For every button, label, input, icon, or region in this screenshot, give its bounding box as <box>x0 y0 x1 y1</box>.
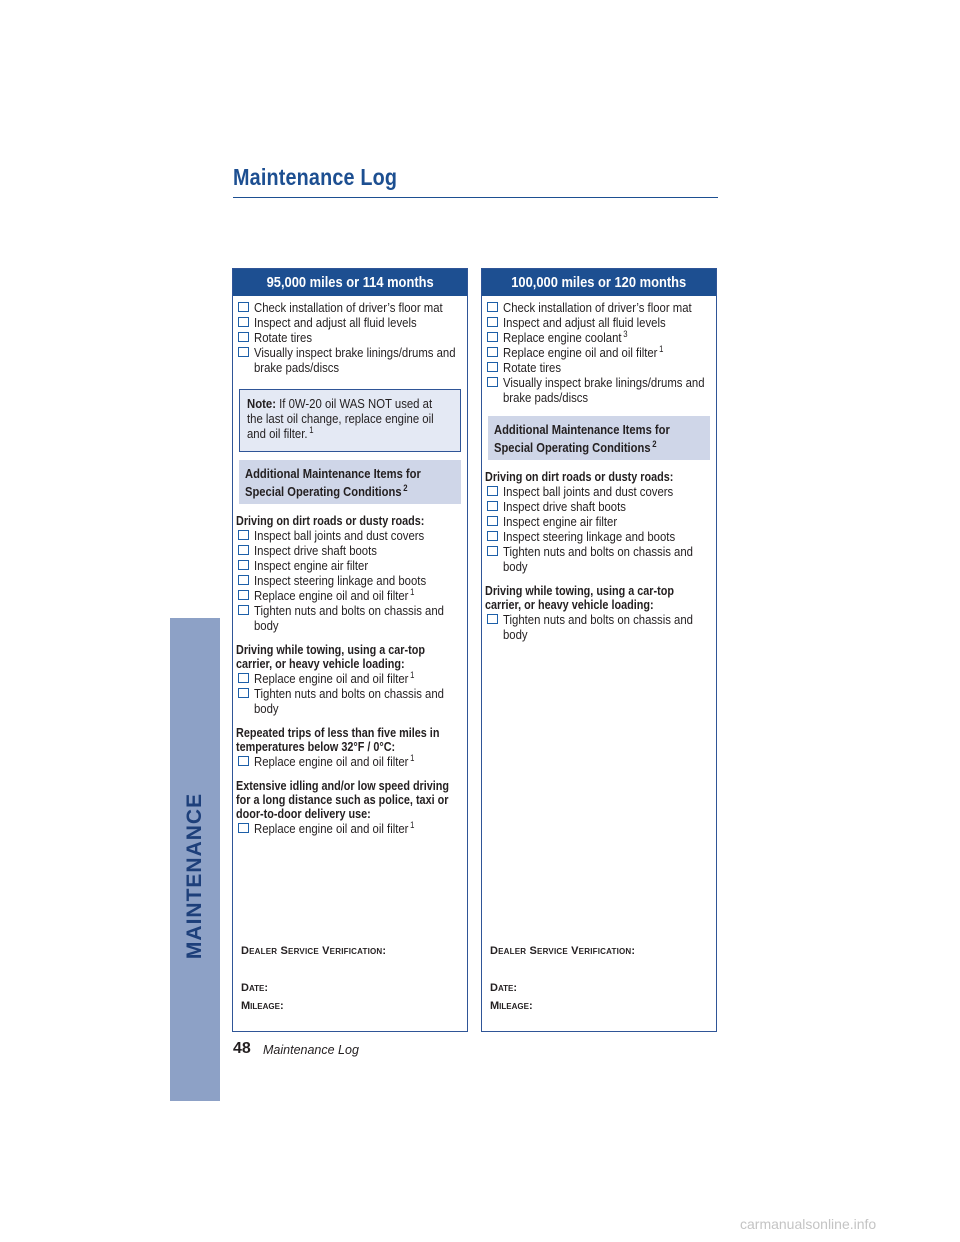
additional-items-heading: Additional Maintenance Items for Special Operating Conditions $^2$ <box>488 416 710 460</box>
list-item: Tighten nuts and bolts on chassis and body <box>236 686 467 716</box>
list-item: Inspect engine air filter <box>236 558 467 573</box>
checkbox[interactable] <box>487 546 498 556</box>
checkbox[interactable] <box>238 688 249 698</box>
mileage-label: Mileage: <box>241 1000 284 1012</box>
list-item: Inspect and adjust all fluid levels <box>236 315 467 330</box>
checkbox[interactable] <box>238 605 249 615</box>
checkbox[interactable] <box>238 560 249 570</box>
list-item: Inspect steering linkage and boots <box>236 573 467 588</box>
date-label: Date: <box>241 982 269 994</box>
condition-heading: Driving on dirt roads or dusty roads: <box>485 470 674 484</box>
condition-heading: Driving on dirt roads or dusty roads: <box>236 514 425 528</box>
checkbox[interactable] <box>487 516 498 526</box>
checkbox[interactable] <box>238 530 249 540</box>
page-title: Maintenance Log <box>233 164 398 190</box>
list-item: Rotate tires <box>485 360 716 375</box>
dealer-verification-label: Dealer Service Verification: <box>490 945 636 957</box>
checkbox[interactable] <box>487 317 498 327</box>
checkbox[interactable] <box>487 501 498 511</box>
condition-heading: Extensive idling and/or low speed driving for a long distance such as police, taxi or door-to-door delivery use: <box>236 779 450 821</box>
card-header: 95,000 miles or 114 months <box>233 269 467 296</box>
checkbox[interactable] <box>238 756 249 766</box>
list-item: Replace engine oil and oil filter $^1$ <box>485 345 716 360</box>
list-item: Inspect engine air filter <box>485 514 716 529</box>
condition-heading: Driving while towing, using a car-top carrier, or heavy vehicle loading: <box>236 643 425 671</box>
list-item: Tighten nuts and bolts on chassis and body <box>236 603 467 633</box>
date-label: Date: <box>490 982 518 994</box>
dirt-road-items <box>482 484 716 574</box>
checkbox[interactable] <box>238 575 249 585</box>
list-item: Replace engine oil and oil filter $^1$ <box>236 588 467 603</box>
short-trip-items <box>233 754 467 769</box>
dealer-verification-label: Dealer Service Verification: <box>241 945 387 957</box>
checkbox[interactable] <box>238 347 249 357</box>
condition-heading: Repeated trips of less than five miles in temperatures below 32°F / 0°C: <box>236 726 440 754</box>
standard-items <box>482 296 716 405</box>
checkbox[interactable] <box>238 302 249 312</box>
log-card-100000 <box>481 268 717 1032</box>
list-item: Tighten nuts and bolts on chassis and body <box>485 612 716 642</box>
checkbox[interactable] <box>238 545 249 555</box>
checkbox[interactable] <box>487 302 498 312</box>
card-header: 100,000 miles or 120 months <box>482 269 716 296</box>
checkbox[interactable] <box>487 362 498 372</box>
side-tab <box>170 618 220 1101</box>
log-card-95000 <box>232 268 468 1032</box>
idling-items <box>233 821 467 836</box>
checkbox[interactable] <box>487 614 498 624</box>
checkbox[interactable] <box>238 317 249 327</box>
checkbox[interactable] <box>238 823 249 833</box>
list-item: Tighten nuts and bolts on chassis and body <box>485 544 716 574</box>
mileage-label: Mileage: <box>490 1000 533 1012</box>
checkbox[interactable] <box>238 332 249 342</box>
list-item: Inspect ball joints and dust covers <box>236 528 467 543</box>
list-item: Inspect steering linkage and boots <box>485 529 716 544</box>
checkbox[interactable] <box>487 377 498 387</box>
checkbox[interactable] <box>238 590 249 600</box>
dirt-road-items <box>233 528 467 633</box>
towing-items <box>482 612 716 642</box>
list-item: Rotate tires <box>236 330 467 345</box>
oil-note: Note: If 0W-20 oil WAS NOT used at the last oil change, replace engine oil and oil filter. $^1$ <box>239 389 461 452</box>
footer-label: Maintenance Log <box>263 1043 359 1057</box>
standard-items <box>233 296 467 375</box>
checkbox[interactable] <box>487 486 498 496</box>
side-tab-label: MAINTENANCE <box>183 792 206 960</box>
towing-items <box>233 671 467 716</box>
list-item: Visually inspect brake linings/drums and brake pads/discs <box>236 345 467 375</box>
checkbox[interactable] <box>487 531 498 541</box>
condition-heading: Driving while towing, using a car-top carrier, or heavy vehicle loading: <box>485 584 674 612</box>
list-item: Check installation of driver’s floor mat <box>236 300 467 315</box>
additional-items-heading: Additional Maintenance Items for Special Operating Conditions $^2$ <box>239 460 461 504</box>
list-item: Replace engine oil and oil filter $^1$ <box>236 821 467 836</box>
list-item: Inspect and adjust all fluid levels <box>485 315 716 330</box>
list-item: Inspect ball joints and dust covers <box>485 484 716 499</box>
checkbox[interactable] <box>487 332 498 342</box>
title-rule <box>233 197 718 198</box>
watermark: carmanualsonline.info <box>740 1216 877 1232</box>
list-item: Inspect drive shaft boots <box>485 499 716 514</box>
list-item: Inspect drive shaft boots <box>236 543 467 558</box>
list-item: Check installation of driver’s floor mat <box>485 300 716 315</box>
list-item: Replace engine oil and oil filter $^1$ <box>236 754 467 769</box>
checkbox[interactable] <box>487 347 498 357</box>
list-item: Visually inspect brake linings/drums and brake pads/discs <box>485 375 716 405</box>
list-item: Replace engine oil and oil filter $^1$ <box>236 671 467 686</box>
checkbox[interactable] <box>238 673 249 683</box>
page-number: 48 <box>233 1040 251 1057</box>
list-item: Replace engine coolant $^3$ <box>485 330 716 345</box>
